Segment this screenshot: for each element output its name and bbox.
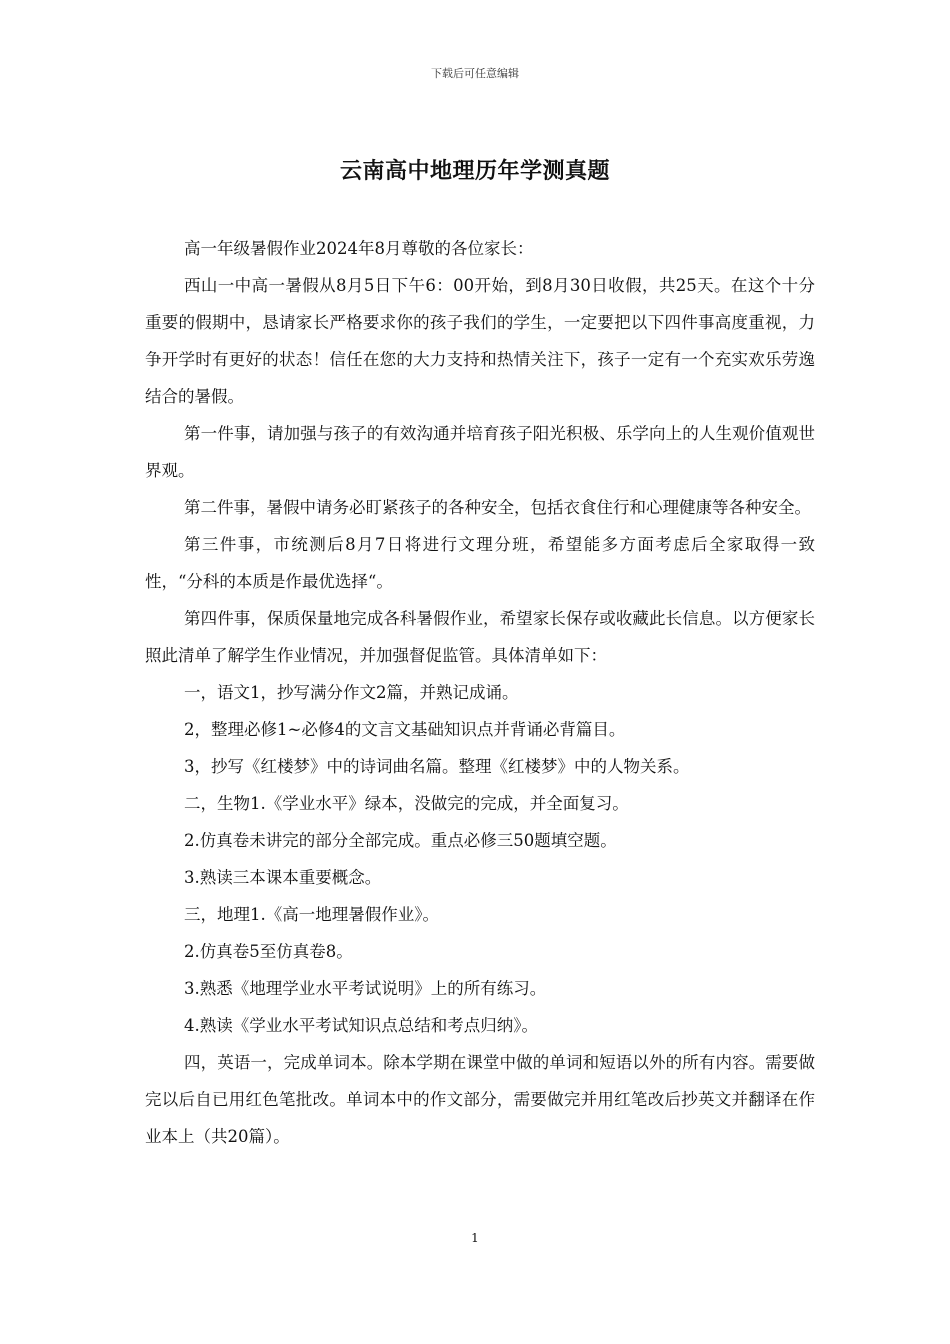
- list-item-chinese-3: 3，抄写《红楼梦》中的诗词曲名篇。整理《红楼梦》中的人物关系。: [184, 757, 690, 776]
- paragraph-item-2: 第二件事，暑假中请务必盯紧孩子的各种安全，包括衣食住行和心理健康等各种安全。: [184, 498, 811, 517]
- paragraph-schedule: 西山一中高一暑假从8月5日下午6：00开始，到8月30日收假，共25天。在这个十分重要的假期中，恳请家长严格要求你的孩子我们的学生，一定要把以下四件事高度重视，力争开学时有更好的状态！信任在您的大力支持和热情关注下，孩子一定有一个充实欢乐劳逸结合的暑假。: [145, 276, 815, 406]
- list-item-geography-3: 3.熟悉《地理学业水平考试说明》上的所有练习。: [184, 979, 547, 998]
- paragraph-item-3: 第三件事，市统测后8月7日将进行文理分班，希望能多方面考虑后全家取得一致性，“分科的本质是作最优选择“。: [145, 535, 815, 591]
- document-body: [145, 230, 815, 1155]
- list-item-biology-1: 二，生物1.《学业水平》绿本，没做完的完成，并全面复习。: [184, 794, 629, 813]
- list-item-chinese-2: 2，整理必修1~必修4的文言文基础知识点并背诵必背篇目。: [184, 720, 626, 739]
- list-item-geography-4: 4.熟读《学业水平考试知识点总结和考点归纳》。: [184, 1016, 538, 1035]
- paragraph-item-1: 第一件事，请加强与孩子的有效沟通并培育孩子阳光积极、乐学向上的人生观价值观世界观。: [145, 424, 815, 480]
- list-item-chinese-1: 一，语文1，抄写满分作文2篇，并熟记成诵。: [184, 683, 519, 702]
- paragraph-intro: 高一年级暑假作业2024年8月尊敬的各位家长：: [184, 239, 534, 258]
- page-number: 1: [471, 1231, 479, 1245]
- list-item-english-1: 四，英语一，完成单词本。除本学期在课堂中做的单词和短语以外的所有内容。需要做完以后自已用红色笔批改。单词本中的作文部分，需要做完并用红笔改后抄英文并翻译在作业本上（共20篇）。: [145, 1053, 815, 1146]
- list-item-biology-2: 2.仿真卷未讲完的部分全部完成。重点必修三50题填空题。: [184, 831, 617, 850]
- list-item-geography-2: 2.仿真卷5至仿真卷8。: [184, 942, 353, 961]
- paragraph-item-4: 第四件事，保质保量地完成各科暑假作业，希望家长保存或收藏此长信息。以方便家长照此清单了解学生作业情况，并加强督促监管。具体清单如下：: [145, 609, 815, 665]
- document-title: 云南高中地理历年学测真题: [339, 158, 610, 184]
- list-item-geography-1: 三，地理1.《高一地理暑假作业》。: [184, 905, 439, 924]
- page-header-note: 下载后可任意编辑: [431, 67, 519, 80]
- list-item-biology-3: 3.熟读三本课本重要概念。: [184, 868, 382, 887]
